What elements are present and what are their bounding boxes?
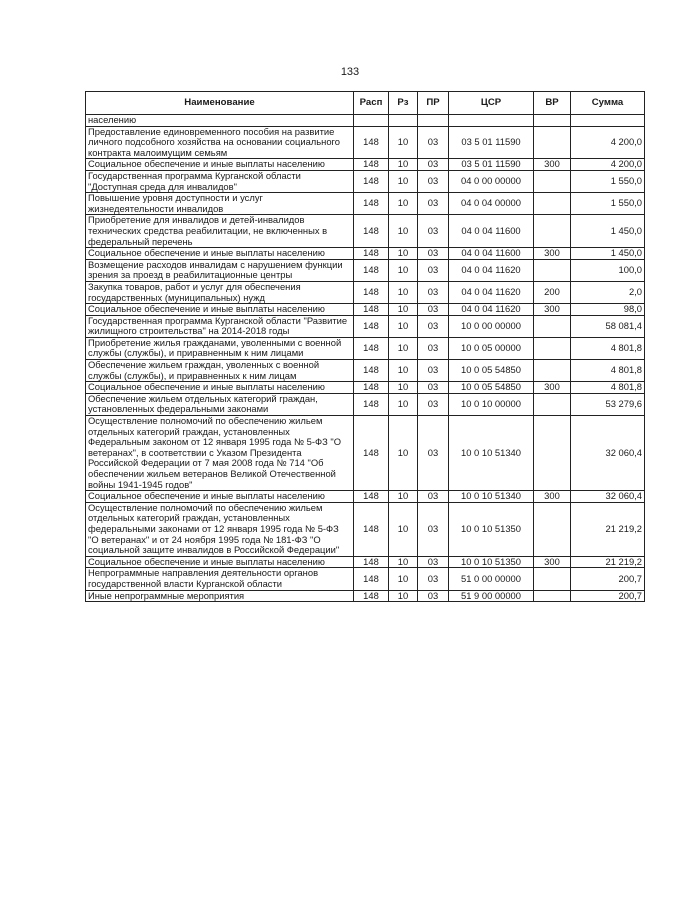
cell-name: Непрограммные направления деятельности органов государственной власти Курганской области: [86, 568, 354, 590]
cell-vr: [534, 215, 571, 248]
cell-sum: 200,7: [571, 590, 645, 602]
cell-name: Социальное обеспечение и иные выплаты населению: [86, 382, 354, 394]
cell-vr: [534, 193, 571, 215]
cell-vr: [534, 416, 571, 491]
cell-name: Приобретение жилья гражданами, уволенными с военной службы (службы), и приравненным к ним лицами: [86, 337, 354, 359]
table-row: [86, 248, 645, 260]
cell-pr: 03: [418, 382, 449, 394]
cell-vr: [534, 590, 571, 602]
table-row: [86, 382, 645, 394]
cell-vr: [534, 393, 571, 415]
cell-sum: 21 219,2: [571, 502, 645, 556]
table-row: [86, 337, 645, 359]
cell-name: Осуществление полномочий по обеспечению жильем отдельных категорий граждан, установленных Федеральным законом от 12 января 1995 года № 5-ФЗ "О ветеранах", в соответствии с Указом Президента Российской Федерации от 7 мая 2008 года № 714 "Об обеспечении жильем ветеранов Великой Отечественной войны 1941-1945 годов": [86, 416, 354, 491]
cell-sum: 1 550,0: [571, 170, 645, 192]
cell-rz: 10: [389, 248, 418, 260]
cell-rz: 10: [389, 556, 418, 568]
table-row: [86, 170, 645, 192]
cell-rz: 10: [389, 360, 418, 382]
cell-sum: 98,0: [571, 304, 645, 316]
cell-vr: [534, 568, 571, 590]
cell-vr: 300: [534, 556, 571, 568]
cell-rz: 10: [389, 393, 418, 415]
cell-csr: 10 0 10 51350: [449, 502, 534, 556]
cell-vr: [534, 170, 571, 192]
cell-vr: [534, 315, 571, 337]
cell-vr: [534, 126, 571, 159]
table-row: [86, 416, 645, 491]
cell-rz: 10: [389, 281, 418, 303]
cell-name: Предоставление единовременного пособия на развитие личного подсобного хозяйства на основании социального контракта малоимущим семьям: [86, 126, 354, 159]
cell-csr: 03 5 01 11590: [449, 159, 534, 171]
cell-pr: 03: [418, 193, 449, 215]
cell-sum: 2,0: [571, 281, 645, 303]
cell-rasp: 148: [354, 590, 389, 602]
cell-rz: 10: [389, 568, 418, 590]
cell-pr: 03: [418, 315, 449, 337]
cell-sum: 1 550,0: [571, 193, 645, 215]
cell-pr: 03: [418, 170, 449, 192]
header-vr: ВР: [534, 92, 571, 115]
cell-pr: 03: [418, 159, 449, 171]
cell-csr: 10 0 05 54850: [449, 382, 534, 394]
header-rz: Рз: [389, 92, 418, 115]
cell-csr: 10 0 10 51350: [449, 556, 534, 568]
cell-rz: 10: [389, 502, 418, 556]
cell-rasp: 148: [354, 360, 389, 382]
cell-sum: 100,0: [571, 259, 645, 281]
cell-sum: 4 801,8: [571, 337, 645, 359]
cell-pr: 03: [418, 360, 449, 382]
cell-vr: [534, 502, 571, 556]
cell-rz: 10: [389, 337, 418, 359]
cell-pr: 03: [418, 337, 449, 359]
cell-sum: 58 081,4: [571, 315, 645, 337]
cell-rz: 10: [389, 382, 418, 394]
cell-vr: [534, 360, 571, 382]
header-rasp: Расп: [354, 92, 389, 115]
cell-rasp: 148: [354, 382, 389, 394]
cell-rz: 10: [389, 159, 418, 171]
cell-name: Государственная программа Курганской области "Доступная среда для инвалидов": [86, 170, 354, 192]
header-pr: ПР: [418, 92, 449, 115]
cell-pr: 03: [418, 259, 449, 281]
header-name: Наименование: [86, 92, 354, 115]
table-row: [86, 556, 645, 568]
cell-csr: 10 0 05 00000: [449, 337, 534, 359]
cell-vr: [534, 337, 571, 359]
cell-pr: [418, 115, 449, 127]
cell-sum: 32 060,4: [571, 491, 645, 503]
cell-vr: 300: [534, 159, 571, 171]
cell-name: Осуществление полномочий по обеспечению жильем отдельных категорий граждан, установленных федеральными законами от 12 января 1995 года № 5-ФЗ "О ветеранах" и от 24 ноября 1995 года № 181-ФЗ "О социальной защите инвалидов в Российской Федерации": [86, 502, 354, 556]
cell-csr: 04 0 04 11600: [449, 248, 534, 260]
cell-name: Возмещение расходов инвалидам с нарушением функции зрения за проезд в реабилитационные центры: [86, 259, 354, 281]
cell-csr: 10 0 00 00000: [449, 315, 534, 337]
cell-sum: 4 801,8: [571, 382, 645, 394]
cell-rz: 10: [389, 315, 418, 337]
table-row: [86, 502, 645, 556]
cell-sum: 4 200,0: [571, 126, 645, 159]
cell-sum: 1 450,0: [571, 215, 645, 248]
cell-rasp: 148: [354, 281, 389, 303]
cell-csr: 04 0 04 11620: [449, 304, 534, 316]
cell-name: Обеспечение жильем граждан, уволенных с военной службы (службы), и приравненных к ним лицам: [86, 360, 354, 382]
cell-rasp: 148: [354, 556, 389, 568]
cell-rasp: 148: [354, 193, 389, 215]
table-row: [86, 304, 645, 316]
cell-rasp: 148: [354, 259, 389, 281]
cell-pr: 03: [418, 568, 449, 590]
cell-sum: 4 200,0: [571, 159, 645, 171]
table-row: [86, 193, 645, 215]
table-row: [86, 568, 645, 590]
table-row: [86, 590, 645, 602]
cell-rz: 10: [389, 416, 418, 491]
table-row: [86, 315, 645, 337]
cell-pr: 03: [418, 393, 449, 415]
cell-rasp: 148: [354, 248, 389, 260]
cell-rz: 10: [389, 215, 418, 248]
cell-csr: 10 0 05 54850: [449, 360, 534, 382]
cell-rasp: 148: [354, 215, 389, 248]
cell-vr: [534, 115, 571, 127]
cell-vr: 300: [534, 491, 571, 503]
table-row: [86, 159, 645, 171]
cell-name: Социальное обеспечение и иные выплаты населению: [86, 556, 354, 568]
cell-sum: 53 279,6: [571, 393, 645, 415]
cell-csr: 10 0 10 51340: [449, 491, 534, 503]
cell-pr: 03: [418, 590, 449, 602]
cell-rasp: 148: [354, 159, 389, 171]
table-row: [86, 491, 645, 503]
cell-name: Закупка товаров, работ и услуг для обеспечения государственных (муниципальных) нужд: [86, 281, 354, 303]
cell-csr: [449, 115, 534, 127]
cell-sum: 4 801,8: [571, 360, 645, 382]
table-header-row: [86, 92, 645, 115]
table-row: [86, 215, 645, 248]
cell-pr: 03: [418, 215, 449, 248]
header-csr: ЦСР: [449, 92, 534, 115]
cell-rasp: 148: [354, 568, 389, 590]
cell-name: Социальное обеспечение и иные выплаты населению: [86, 159, 354, 171]
table-row: [86, 259, 645, 281]
cell-sum: 200,7: [571, 568, 645, 590]
cell-rz: 10: [389, 590, 418, 602]
table-row: [86, 115, 645, 127]
cell-name: Обеспечение жильем отдельных категорий граждан, установленных федеральными законами: [86, 393, 354, 415]
cell-pr: 03: [418, 304, 449, 316]
cell-rasp: 148: [354, 304, 389, 316]
cell-rasp: 148: [354, 170, 389, 192]
cell-name: Приобретение для инвалидов и детей-инвалидов технических средства реабилитации, не включенных в федеральный перечень: [86, 215, 354, 248]
cell-sum: [571, 115, 645, 127]
cell-pr: 03: [418, 416, 449, 491]
cell-csr: 04 0 04 00000: [449, 193, 534, 215]
budget-table: [85, 91, 645, 602]
cell-rasp: 148: [354, 315, 389, 337]
cell-name: Социальное обеспечение и иные выплаты населению: [86, 491, 354, 503]
header-sum: Сумма: [571, 92, 645, 115]
cell-rasp: 148: [354, 491, 389, 503]
cell-csr: 04 0 00 00000: [449, 170, 534, 192]
cell-rasp: 148: [354, 126, 389, 159]
table-row: [86, 393, 645, 415]
cell-rz: [389, 115, 418, 127]
table-row: [86, 360, 645, 382]
cell-rz: 10: [389, 193, 418, 215]
cell-rz: 10: [389, 491, 418, 503]
cell-csr: 10 0 10 51340: [449, 416, 534, 491]
cell-rasp: 148: [354, 416, 389, 491]
cell-rz: 10: [389, 170, 418, 192]
table-row: [86, 126, 645, 159]
cell-pr: 03: [418, 491, 449, 503]
cell-name: населению: [86, 115, 354, 127]
page-number: 133: [340, 66, 360, 78]
cell-rasp: 148: [354, 502, 389, 556]
cell-csr: 51 0 00 00000: [449, 568, 534, 590]
cell-pr: 03: [418, 502, 449, 556]
cell-pr: 03: [418, 248, 449, 260]
cell-name: Социальное обеспечение и иные выплаты населению: [86, 248, 354, 260]
cell-rz: 10: [389, 126, 418, 159]
cell-name: Социальное обеспечение и иные выплаты населению: [86, 304, 354, 316]
cell-rz: 10: [389, 304, 418, 316]
cell-sum: 1 450,0: [571, 248, 645, 260]
cell-pr: 03: [418, 281, 449, 303]
cell-rasp: 148: [354, 337, 389, 359]
cell-pr: 03: [418, 126, 449, 159]
cell-rz: 10: [389, 259, 418, 281]
cell-csr: 04 0 04 11620: [449, 259, 534, 281]
cell-vr: [534, 259, 571, 281]
cell-vr: 200: [534, 281, 571, 303]
cell-name: Иные непрограммные мероприятия: [86, 590, 354, 602]
cell-csr: 03 5 01 11590: [449, 126, 534, 159]
cell-pr: 03: [418, 556, 449, 568]
cell-csr: 51 9 00 00000: [449, 590, 534, 602]
cell-csr: 10 0 10 00000: [449, 393, 534, 415]
cell-csr: 04 0 04 11600: [449, 215, 534, 248]
cell-sum: 21 219,2: [571, 556, 645, 568]
cell-sum: 32 060,4: [571, 416, 645, 491]
cell-name: Государственная программа Курганской области "Развитие жилищного строительства" на 2014-2018 годы: [86, 315, 354, 337]
table-row: [86, 281, 645, 303]
cell-csr: 04 0 04 11620: [449, 281, 534, 303]
cell-vr: 300: [534, 382, 571, 394]
table-body: [86, 115, 645, 602]
cell-rasp: 148: [354, 393, 389, 415]
cell-rasp: [354, 115, 389, 127]
cell-name: Повышение уровня доступности и услуг жизнедеятельности инвалидов: [86, 193, 354, 215]
cell-vr: 300: [534, 248, 571, 260]
cell-vr: 300: [534, 304, 571, 316]
